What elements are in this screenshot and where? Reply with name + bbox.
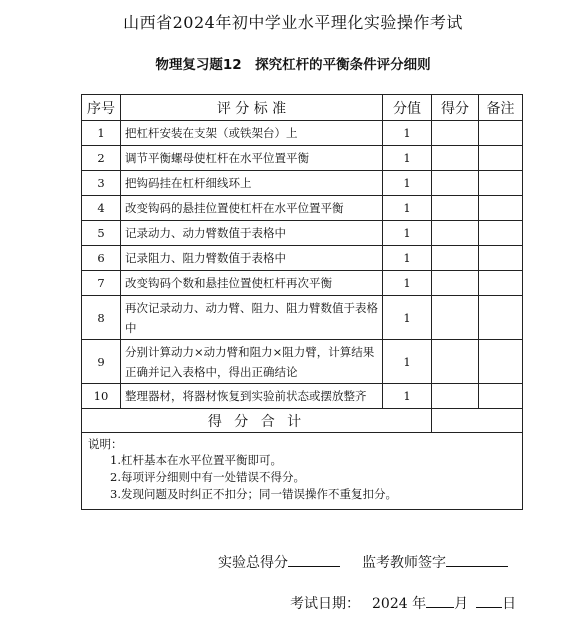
row-remark-cell[interactable]	[479, 171, 523, 196]
row-got-cell[interactable]	[432, 171, 479, 196]
table-row	[82, 121, 523, 146]
table-row	[82, 196, 523, 221]
note-item: 1.杠杆基本在水平位置平衡即可。	[110, 453, 282, 467]
header-item: 评 分 标 准	[121, 95, 383, 121]
row-score: 1	[383, 196, 432, 221]
row-number: 3	[82, 171, 121, 196]
row-criterion: 分别计算动力×动力臂和阻力×阻力臂，计算结果正确并记入表格中，得出正确结论	[121, 340, 383, 384]
month-blank[interactable]	[426, 593, 454, 608]
row-score: 1	[383, 296, 432, 340]
row-remark-cell[interactable]	[479, 271, 523, 296]
row-number: 1	[82, 121, 121, 146]
row-remark-cell[interactable]	[479, 221, 523, 246]
teacher-sign-label: 监考教师签字	[362, 555, 446, 571]
header-got: 得分	[432, 95, 479, 121]
row-remark-cell[interactable]	[479, 246, 523, 271]
header-score: 分值	[383, 95, 432, 121]
row-score: 1	[383, 340, 432, 384]
date-label: 考试日期：	[290, 596, 360, 612]
table-row	[82, 271, 523, 296]
row-number: 5	[82, 221, 121, 246]
total-row	[82, 409, 523, 433]
header-no: 序号	[82, 95, 121, 121]
row-score: 1	[383, 384, 432, 409]
exam-date-line	[290, 593, 516, 613]
day-label: 日	[502, 596, 517, 612]
total-score-cell[interactable]	[432, 409, 523, 433]
document-title: 山西省2024年初中学业水平理化实验操作考试	[123, 13, 463, 32]
notes-title: 说明：	[88, 437, 123, 451]
row-score: 1	[383, 271, 432, 296]
row-got-cell[interactable]	[432, 384, 479, 409]
teacher-sign-blank[interactable]	[446, 552, 508, 567]
row-number: 9	[82, 340, 121, 384]
note-item: 3.发现问题及时纠正不扣分；同一错误操作不重复扣分。	[110, 487, 397, 501]
table-row	[82, 384, 523, 409]
row-score: 1	[383, 171, 432, 196]
note-item: 2.每项评分细则中有一处错误不得分。	[110, 470, 305, 484]
total-label: 得 分 合 计	[82, 409, 432, 433]
table-row	[82, 171, 523, 196]
row-criterion: 再次记录动力、动力臂、阻力、阻力臂数值于表格中	[121, 296, 383, 340]
row-number: 10	[82, 384, 121, 409]
row-score: 1	[383, 121, 432, 146]
row-number: 6	[82, 246, 121, 271]
table-row	[82, 146, 523, 171]
row-criterion: 记录阻力、阻力臂数值于表格中	[121, 246, 383, 271]
row-got-cell[interactable]	[432, 296, 479, 340]
day-blank[interactable]	[476, 593, 502, 608]
row-criterion: 把钩码挂在杠杆细线环上	[121, 171, 383, 196]
row-remark-cell[interactable]	[479, 384, 523, 409]
row-got-cell[interactable]	[432, 146, 479, 171]
month-label: 月	[454, 596, 469, 612]
scoring-table	[81, 94, 523, 510]
signature-line	[218, 552, 508, 572]
row-got-cell[interactable]	[432, 221, 479, 246]
table-row	[82, 246, 523, 271]
row-remark-cell[interactable]	[479, 121, 523, 146]
table-row	[82, 296, 523, 340]
notes-row	[82, 433, 523, 510]
row-number: 4	[82, 196, 121, 221]
row-number: 8	[82, 296, 121, 340]
row-remark-cell[interactable]	[479, 146, 523, 171]
row-remark-cell[interactable]	[479, 340, 523, 384]
row-criterion: 记录动力、动力臂数值于表格中	[121, 221, 383, 246]
row-criterion: 把杠杆安装在支架（或铁架台）上	[121, 121, 383, 146]
total-score-label: 实验总得分	[218, 555, 288, 571]
row-remark-cell[interactable]	[479, 196, 523, 221]
row-got-cell[interactable]	[432, 121, 479, 146]
row-got-cell[interactable]	[432, 340, 479, 384]
row-criterion: 改变钩码个数和悬挂位置使杠杆再次平衡	[121, 271, 383, 296]
notes-cell	[82, 433, 523, 510]
row-score: 1	[383, 246, 432, 271]
row-score: 1	[383, 146, 432, 171]
row-criterion: 整理器材，将器材恢复到实验前状态或摆放整齐	[121, 384, 383, 409]
table-row	[82, 221, 523, 246]
row-got-cell[interactable]	[432, 246, 479, 271]
document-subtitle: 物理复习题12 探究杠杆的平衡条件评分细则	[155, 57, 431, 73]
row-got-cell[interactable]	[432, 271, 479, 296]
date-year: 2024 年	[372, 596, 427, 612]
table-header-row	[82, 95, 523, 121]
row-number: 7	[82, 271, 121, 296]
row-got-cell[interactable]	[432, 196, 479, 221]
header-remark: 备注	[479, 95, 523, 121]
row-criterion: 调节平衡螺母使杠杆在水平位置平衡	[121, 146, 383, 171]
row-criterion: 改变钩码的悬挂位置使杠杆在水平位置平衡	[121, 196, 383, 221]
table-row	[82, 340, 523, 384]
row-remark-cell[interactable]	[479, 296, 523, 340]
row-score: 1	[383, 221, 432, 246]
row-number: 2	[82, 146, 121, 171]
total-score-blank[interactable]	[288, 552, 340, 567]
